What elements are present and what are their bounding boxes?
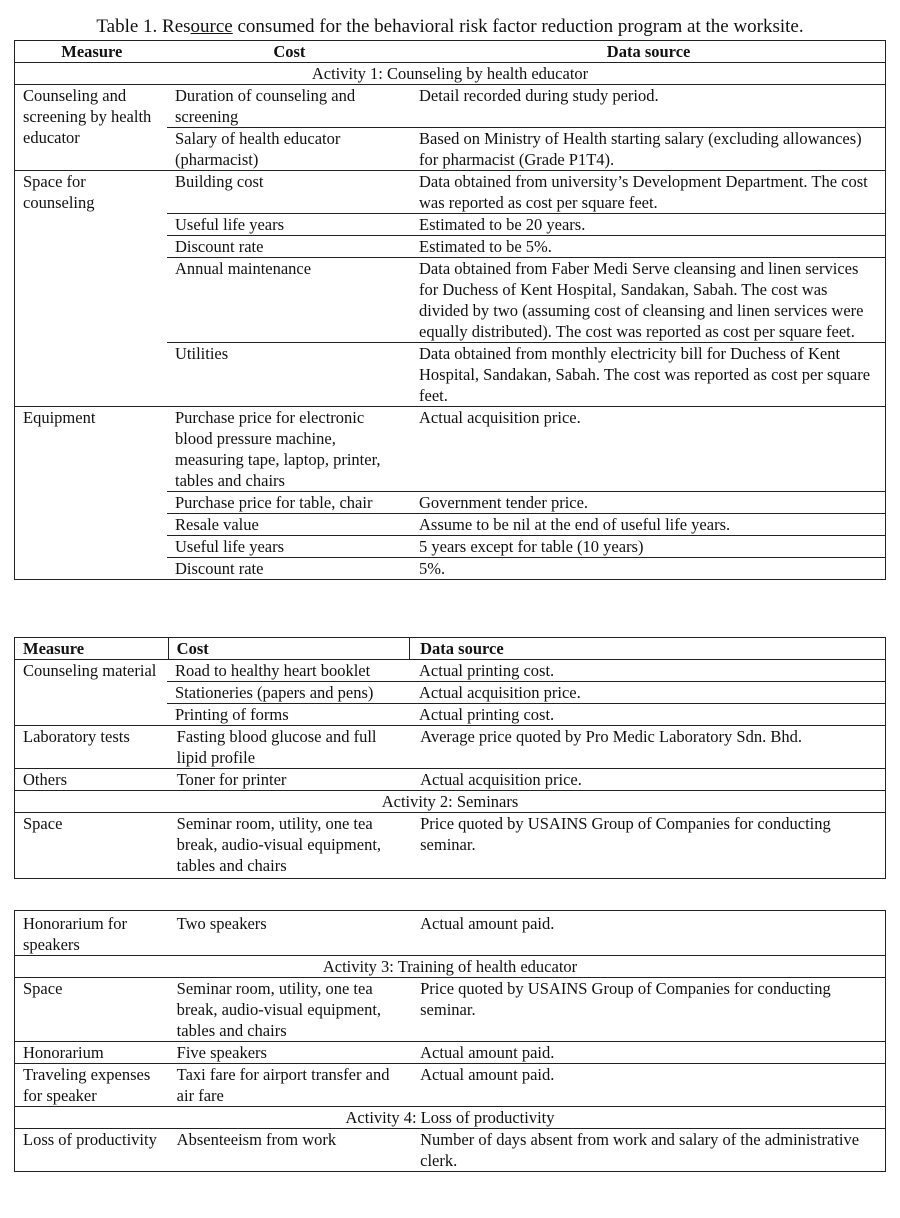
table-row: Annual maintenance Data obtained from Faber Medi Serve cleansing and linen services for Duchess of Kent Hospital, Sandakan, Sabah. The cost was divided by two (assuming cost of cleansing and linen services were equally distributed). The cost was reported as cost per square feet. (167, 257, 885, 342)
header-measure: Measure (61, 42, 123, 61)
table-section-2 (14, 637, 886, 879)
table-row: Salary of health educator (pharmacist) Based on Ministry of Health starting salary (excluding allowances) for pharmacist (Grade P1T4). (167, 127, 885, 170)
table-row: Space Seminar room, utility, one tea break, audio-visual equipment, tables and chairs Price quoted by USAINS Group of Companies for conducting seminar. (15, 812, 885, 878)
activity-row (15, 63, 885, 84)
group-equipment (15, 406, 885, 579)
table-row: Discount rate Estimated to be 5%. (167, 235, 885, 257)
table-row: Honorarium for speakers Two speakers Actual amount paid. (23, 914, 555, 954)
table-row: Discount rate 5%. (167, 557, 885, 579)
activity-row (15, 1106, 885, 1128)
measure-cell: Equipment (23, 408, 96, 427)
table-row: Honorarium Five speakers Actual amount paid. (15, 1041, 885, 1063)
activity-row (15, 955, 885, 977)
table-row: Useful life years Estimated to be 20 years. (167, 213, 885, 235)
activity-row (15, 790, 885, 812)
table-section-3 (14, 910, 886, 1172)
table-row: Duration of counseling and screening Detail recorded during study period. (175, 86, 659, 126)
table-row: Road to healthy heart booklet Actual printing cost. (175, 661, 555, 680)
table-row: Purchase price for table, chair Government tender price. (167, 491, 885, 513)
group-counseling-material (15, 659, 885, 725)
header-cost: Cost (169, 638, 410, 659)
table-row: Loss of productivity Absenteeism from work Number of days absent from work and salary of the administrative clerk. (15, 1128, 885, 1171)
measure-cell: Counseling material (23, 661, 157, 680)
header-measure: Measure (15, 638, 169, 659)
table-row: Building cost Data obtained from university’s Development Department. The cost was reported as cost per square feet. (175, 172, 868, 212)
table-row: Printing of forms Actual printing cost. (167, 703, 885, 725)
header-row (15, 41, 885, 63)
header-cost: Cost (273, 42, 306, 61)
activity-4-label: Activity 4: Loss of productivity (345, 1108, 555, 1127)
header-data-source: Data source (606, 42, 691, 61)
table-row: Resale value Assume to be nil at the end of useful life years. (167, 513, 885, 535)
table-row: Useful life years 5 years except for table (10 years) (167, 535, 885, 557)
table-row: Traveling expenses for speaker Taxi fare for airport transfer and air fare Actual amount paid. (15, 1063, 885, 1106)
table-row: Space Seminar room, utility, one tea break, audio-visual equipment, tables and chairs Price quoted by USAINS Group of Companies for conducting seminar. (15, 977, 885, 1041)
measure-cell: Space for counseling (23, 172, 95, 212)
group-space-for-counseling (15, 170, 885, 406)
activity-3-label: Activity 3: Training of health educator (322, 957, 578, 976)
group-counseling (15, 84, 885, 170)
measure-cell: Counseling and screening by health educator (23, 86, 152, 147)
activity-1-label: Activity 1: Counseling by health educator (311, 64, 589, 83)
table-section-1 (14, 40, 886, 580)
table-row: Others Toner for printer Actual acquisition price. (15, 768, 885, 790)
table-caption: Table 1. Resource consumed for the behavioral risk factor reduction program at the worksite. (96, 16, 804, 37)
table-row: Stationeries (papers and pens) Actual acquisition price. (167, 681, 885, 703)
activity-2-label: Activity 2: Seminars (381, 792, 519, 811)
header-data-source: Data source (420, 639, 504, 658)
table-row: Purchase price for electronic blood pressure machine, measuring tape, laptop, printer, tables and chairs Actual acquisition price. (175, 408, 581, 490)
table-row: Utilities Data obtained from monthly electricity bill for Duchess of Kent Hospital, Sandakan, Sabah. The cost was reported as cost per square feet. (167, 342, 885, 406)
table-row: Laboratory tests Fasting blood glucose and full lipid profile Average price quoted by Pro Medic Laboratory Sdn. Bhd. (15, 725, 885, 768)
header-row (15, 638, 885, 659)
